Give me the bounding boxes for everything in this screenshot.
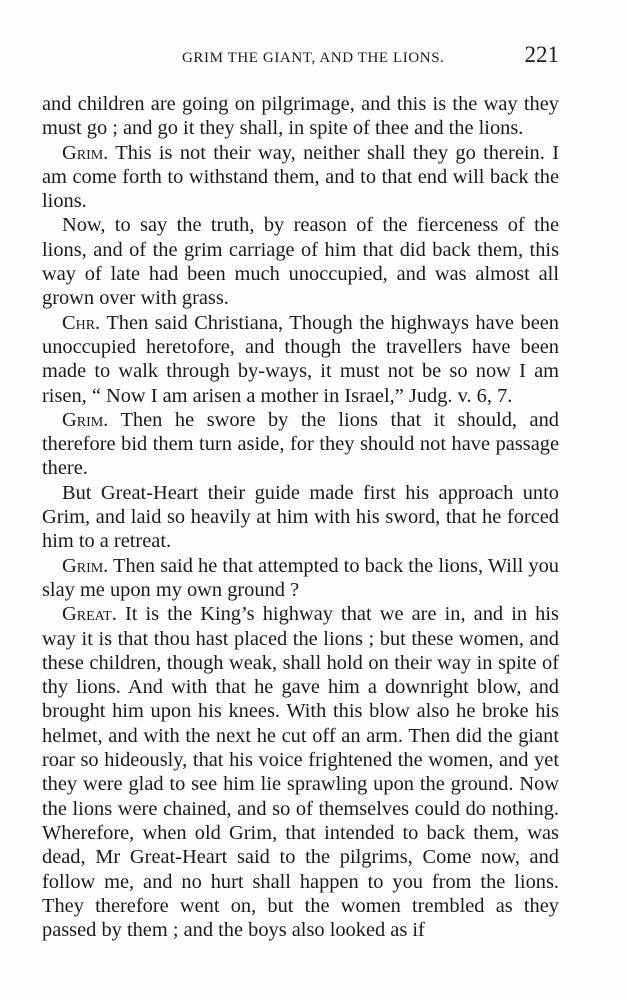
paragraph (42, 481, 559, 554)
paragraph (42, 141, 559, 214)
paragraph-text: Then said Christiana, Though the highways have been unoccupied heretofore, and though the travellers have been made to walk through by-ways, it must not be so now I am risen, “ Now I am arisen a mother in Israel,” Judg. v. 6, 7. (42, 311, 559, 407)
paragraph (42, 408, 559, 481)
paragraph-text: But Great-Heart their guide made first his approach unto Grim, and laid so heavily at him with his sword, that he forced him to a retreat. (42, 481, 559, 553)
speaker-label: Chr. (62, 311, 101, 334)
paragraph (42, 213, 559, 310)
paragraph-text: Then said he that attempted to back the lions, Will you slay me upon my own ground ? (42, 554, 559, 601)
speaker-label: Grim. (62, 141, 109, 164)
speaker-label: Grim. (62, 408, 109, 431)
paragraph (42, 554, 559, 603)
speaker-label: Grim. (62, 554, 109, 577)
running-head: GRIM THE GIANT, AND THE LIONS. (181, 50, 445, 66)
paragraph (42, 92, 559, 141)
page-header (42, 0, 559, 70)
paragraph (42, 602, 559, 942)
page-body (42, 92, 559, 942)
paragraph-text: Now, to say the truth, by reason of the fierceness of the lions, and of the grim carriage of him that did back them, this way of late had been much unoccupied, and was almost all grown over with grass. (42, 214, 559, 310)
paragraph (42, 311, 559, 408)
paragraph-text: and children are going on pilgrimage, and this is the way they must go ; and go it they shall, in spite of thee and the lions. (42, 93, 559, 140)
speaker-label: Great. (62, 603, 117, 626)
paragraph-text: Then he swore by the lions that it should, and therefore bid them turn aside, for they should not have passage there. (42, 408, 559, 480)
paragraph-text: It is the King’s highway that we are in, and in his way it is that thou hast placed the lions ; but these women, and these children, though weak, shall hold on their way in spite of thy lions. And with that he gave him a downright blow, and brought him upon his knees. With this blow also he broke his helmet, and with the next he cut off an arm. Then did the giant roar so hideously, that his voice frightened the women, and yet they were glad to see him lie sprawling upon the ground. Now the lions were chained, and so of themselves could do nothing. Wherefore, when old Grim, that intended to back them, was dead, Mr Great-Heart said to the pilgrims, Come now, and follow me, and no hurt shall happen to you from the lions. They therefore went on, but the women trembled as they passed by them ; and the boys also looked as if (42, 603, 559, 942)
paragraph-text: This is not their way, neither shall they go therein. I am come forth to withstand them, and to that end will back the lions. (42, 141, 559, 213)
page-number: 221 (524, 42, 559, 67)
